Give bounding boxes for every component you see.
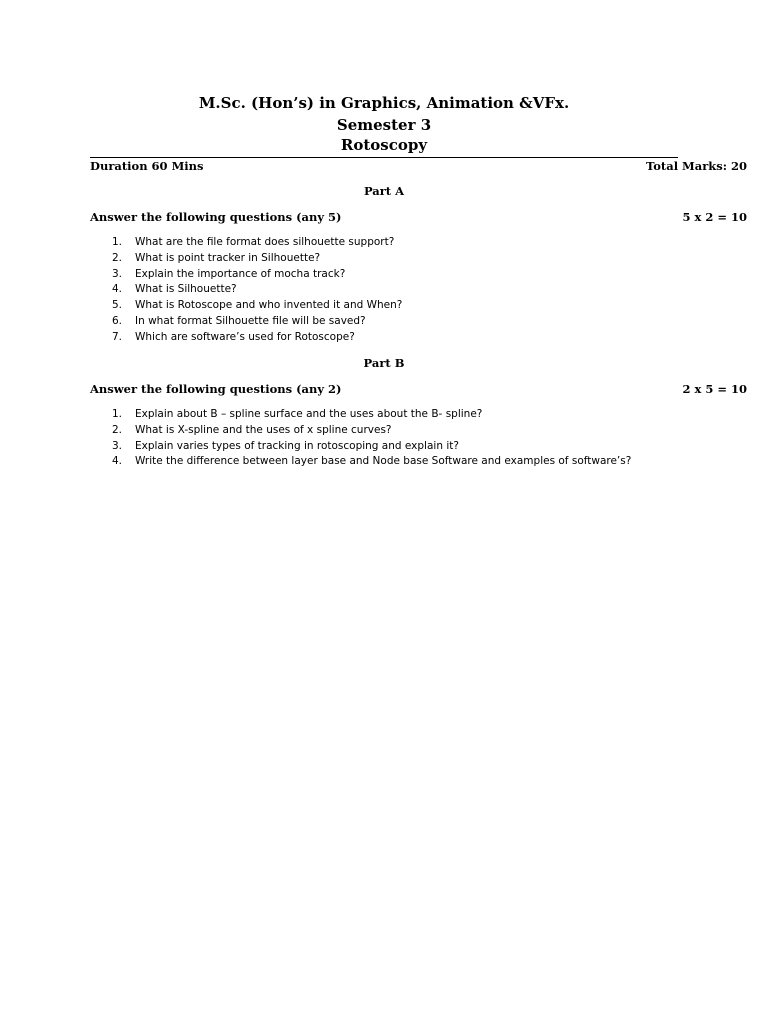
part-b-heading: Part B: [363, 356, 405, 370]
question-text: What is Rotoscope and who invented it and When?: [135, 299, 403, 312]
question-number: 2.: [111, 251, 122, 264]
question-item: [0, 407, 768, 423]
subject-title: Rotoscopy: [340, 136, 428, 154]
question-item: [0, 454, 768, 470]
question-text: Explain varies types of tracking in rotoscoping and explain it?: [135, 439, 459, 452]
question-item: [0, 267, 768, 283]
question-number: 7.: [111, 330, 122, 343]
question-text: Explain about B – spline surface and the uses about the B- spline?: [135, 408, 483, 420]
question-number: 1.: [111, 408, 122, 420]
question-item: [0, 314, 768, 330]
question-text: What is X-spline and the uses of x spline curves?: [135, 423, 392, 436]
part-a-marks: 5 x 2 = 10: [682, 210, 747, 224]
question-item: [0, 330, 768, 346]
question-item: [0, 251, 768, 267]
question-item: [0, 298, 768, 314]
question-number: 4.: [111, 283, 122, 296]
question-text: Explain the importance of mocha track?: [135, 267, 346, 280]
question-number: 6.: [111, 314, 122, 327]
question-item: [0, 282, 768, 298]
question-item: [0, 423, 768, 439]
question-item: [0, 439, 768, 455]
question-number: 2.: [111, 423, 122, 436]
duration-label: Duration 60 Mins: [90, 159, 204, 173]
part-b-question-list: [0, 407, 768, 470]
question-text: Write the difference between layer base and Node base Software and examples of software’s?: [135, 455, 632, 468]
question-text: Which are software’s used for Rotoscope?: [135, 330, 355, 343]
part-a-question-list: [0, 235, 768, 346]
question-number: 3.: [111, 267, 122, 280]
question-text: In what format Silhouette file will be saved?: [135, 314, 366, 327]
part-b-marks: 2 x 5 = 10: [682, 382, 747, 396]
question-number: 5.: [111, 299, 122, 312]
question-item: [0, 235, 768, 251]
semester-label: Semester 3: [336, 116, 432, 134]
part-b-instruction: Answer the following questions (any 2): [90, 382, 342, 396]
course-title: M.Sc. (Hon’s) in Graphics, Animation &VFx.: [198, 94, 570, 112]
part-a-heading: Part A: [363, 184, 405, 198]
question-text: What is point tracker in Silhouette?: [135, 251, 321, 264]
question-text: What is Silhouette?: [135, 283, 237, 296]
total-marks-label: Total Marks: 20: [646, 159, 747, 173]
question-number: 1.: [111, 236, 122, 248]
question-number: 3.: [111, 439, 122, 452]
question-number: 4.: [111, 455, 122, 468]
part-a-instruction: Answer the following questions (any 5): [90, 210, 342, 224]
question-text: What are the file format does silhouette support?: [135, 236, 395, 248]
